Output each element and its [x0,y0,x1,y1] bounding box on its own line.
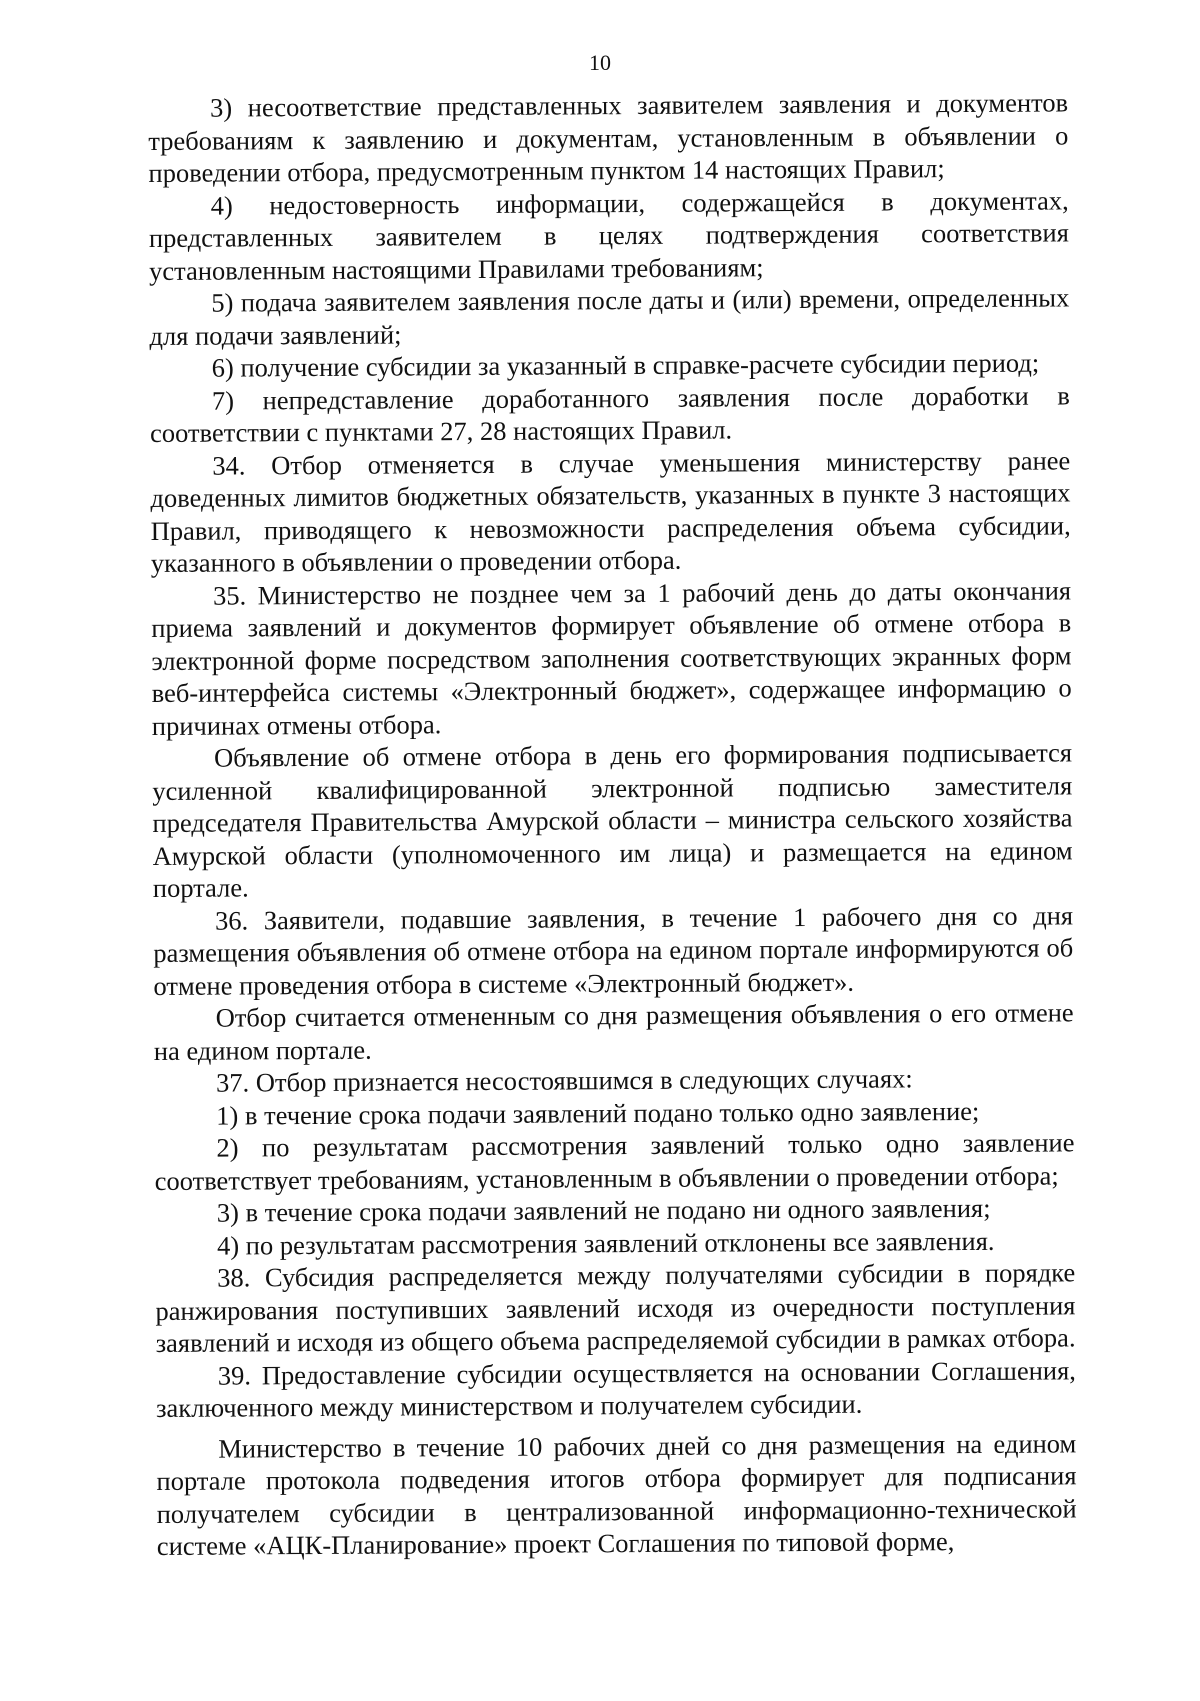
paragraph-clause-34: 34. Отбор отменяется в случае уменьшения министерству ранее доведенных лимитов бюджетных обязательств, указанных в пункте 3 настоящих Правил, приводящего к невозможности распределения объема субсидии, указанного в объявлении о проведении отбора. [150,444,1071,578]
paragraph-cancellation-signing: Объявление об отмене отбора в день его формирования подписывается усиленной квалифицированной электронной подписью заместителя председателя Правительства Амурской области – министра сельского хозяйства Амурской области (уполномоченного им лица) и размещается на едином портале. [152,737,1073,903]
paragraph-cancellation-effective: Отбор считается отмененным со дня размещения объявления о его отмене на едином портале. [153,997,1074,1066]
paragraph-item-6: 6) получение субсидии за указанный в справке-расчете субсидии период; [211,347,1040,383]
paragraph-clause-36: 36. Заявители, подавшие заявления, в течение 1 рабочего дня со дня размещения объявления об отмене отбора на едином портале информируются об отмене проведения отбора в системе «Электронный бюджет». [153,899,1074,1001]
paragraph-37-item-4: 4) по результатам рассмотрения заявлений отклонены все заявления. [216,1225,995,1261]
paragraph-item-3: 3) несоответствие представленных заявителем заявления и документов требованиям к заявлению и документам, установленным в объявлении о проведении отбора, предусмотренным пунктом 14 настоящих Правил; [148,87,1069,188]
paragraph-37-item-3: 3) в течение срока подачи заявлений не подано ни одного заявления; [216,1192,991,1228]
paragraph-item-7: 7) непредставление доработанного заявления после доработки в соответствии с пунктами 27, 28 настоящих Правил. [149,379,1070,448]
paragraph-clause-38: 38. Субсидия распределяется между получателями субсидии в порядке ранжирования поступивших заявлений исходя из очередности поступления заявлений и исходя из общего объема распределяемой субсидии в рамках отбора. [155,1257,1076,1358]
document-body [148,86,1077,1562]
paragraph-agreement-formation: Министерство в течение 10 рабочих дней со дня размещения на едином портале протокола подведения итогов отбора формирует для подписания получателем субсидии в централизованной информационно-технической системе «АЦК-Планирование» проект Соглашения по типовой форме, [156,1427,1077,1561]
paragraph-clause-37: 37. Отбор признается несостоявшимся в следующих случаях: [215,1063,913,1098]
paragraph-37-item-2: 2) по результатам рассмотрения заявлений только одно заявление соответствует требованиям, установленным в объявлении о проведении отбора; [154,1127,1075,1196]
paragraph-item-5: 5) подача заявителем заявления после даты и (или) времени, определенных для подачи заявлений; [149,282,1070,351]
paragraph-clause-35: 35. Министерство не позднее чем за 1 рабочий день до даты окончания приема заявлений и документов формирует объявление об отмене отбора в электронной форме посредством заполнения соответствующих экранных форм веб-интерфейса системы «Электронный бюджет», содержащее информацию о причинах отмены отбора. [151,574,1072,741]
paragraph-item-4: 4) недостоверность информации, содержащейся в документах, представленных заявителем в целях подтверждения соответствия установленным настоящими Правилами требованиям; [148,184,1069,286]
page-number: 10 [589,50,611,75]
paragraph-37-item-1: 1) в течение срока подачи заявлений подано только одно заявление; [216,1095,980,1131]
paragraph-clause-39: 39. Предоставление субсидии осуществляется на основании Соглашения, заключенного между министерством и получателем субсидии. [155,1354,1076,1423]
